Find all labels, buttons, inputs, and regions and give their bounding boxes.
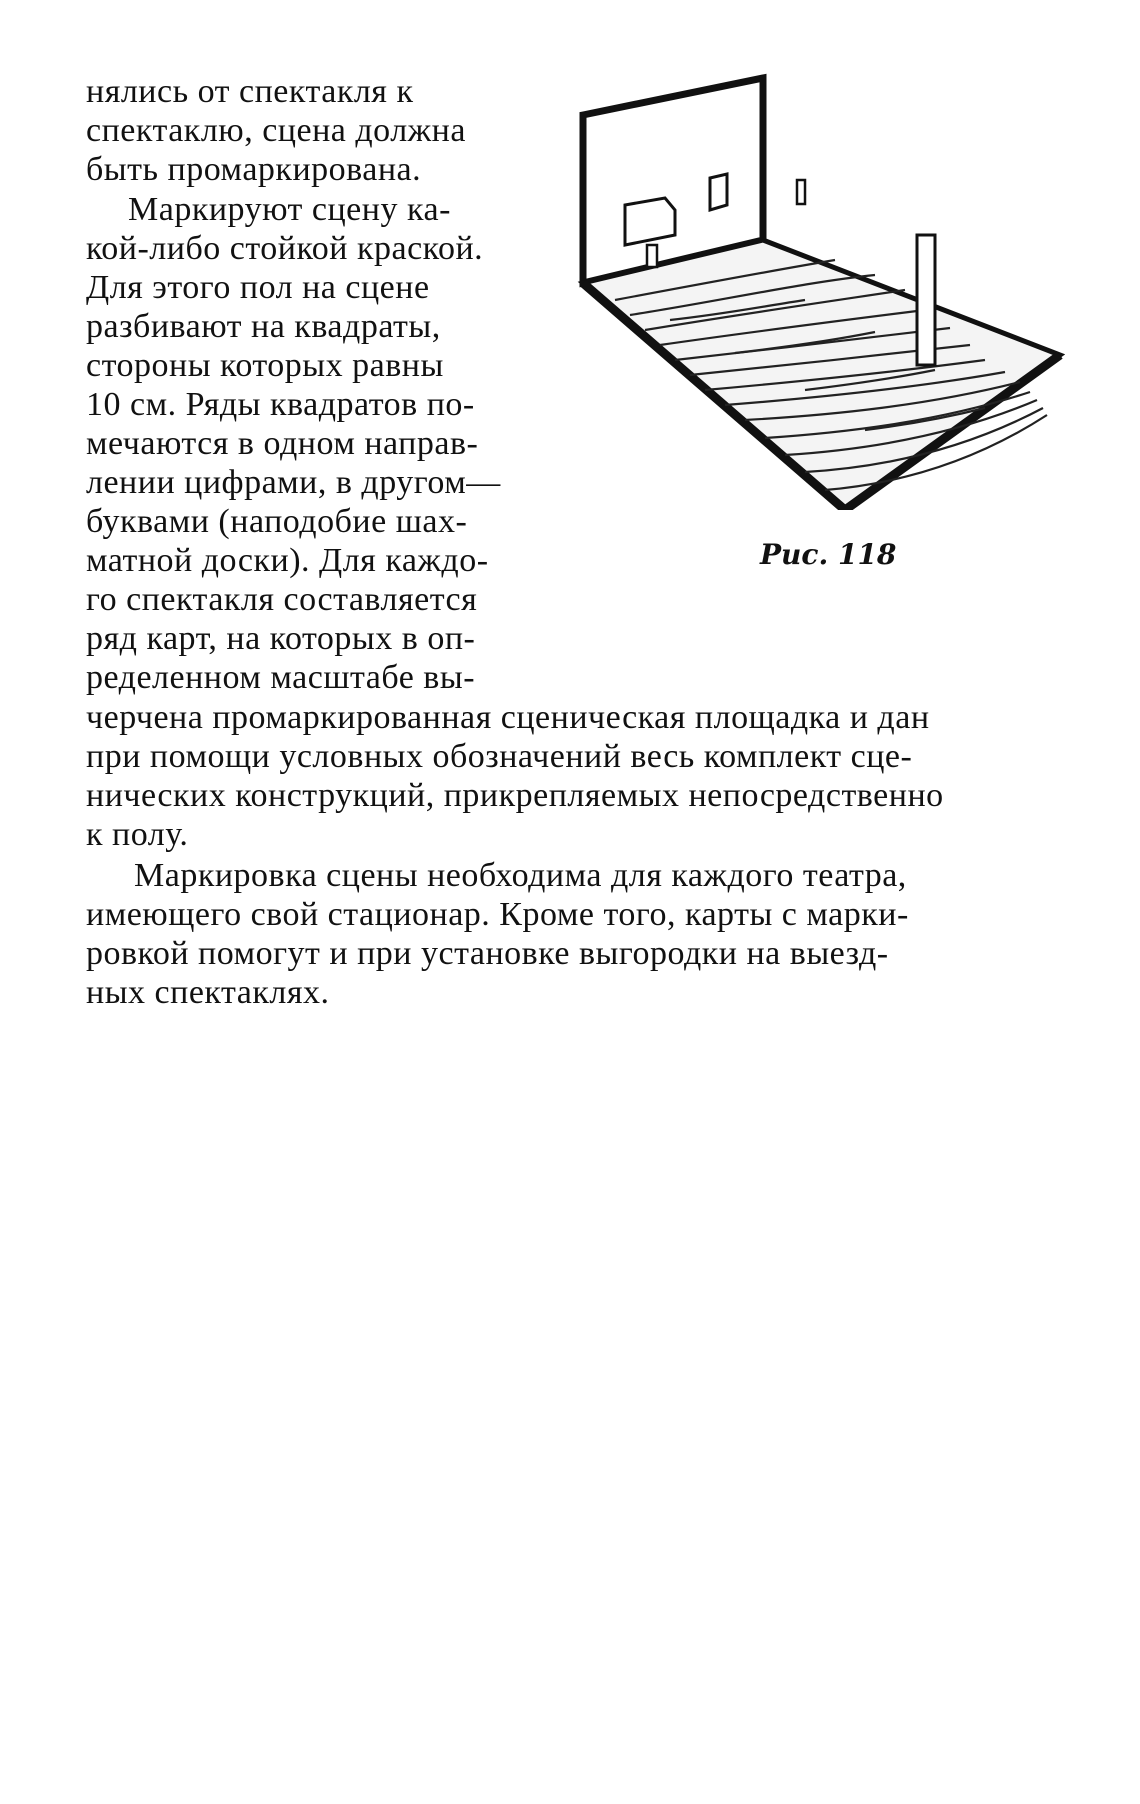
text-line: имеющего свой стационар. Кроме того, карты с марки-	[86, 896, 909, 933]
text-line: нялись от спектакля к	[86, 73, 414, 110]
text-line: к полу.	[86, 816, 189, 853]
text-line: спектаклю, сцена должна	[86, 112, 466, 149]
text-line: лении цифрами, в другом—	[86, 464, 501, 501]
text-line: кой-либо стойкой краской.	[86, 230, 484, 267]
text-line: 10 см. Ряды квадратов по-	[86, 386, 475, 423]
text-line: го спектакля составляется	[86, 581, 478, 618]
text-line: черчена промаркированная сценическая площадка и дан	[86, 699, 930, 736]
text-line: стороны которых равны	[86, 347, 444, 384]
text-line: ровкой помогут и при установке выгородки на выезд-	[86, 935, 889, 972]
text-line: ряд карт, на которых в оп-	[86, 620, 476, 657]
text-line: матной доски). Для каждо-	[86, 542, 489, 579]
stage-floor-illustration	[575, 70, 1065, 510]
text-line: быть промаркирована.	[86, 151, 422, 188]
stage-floor-icon	[575, 70, 1065, 510]
text-line: при помощи условных обозначений весь комплект сце-	[86, 738, 913, 775]
text-line: Для этого пол на сцене	[86, 269, 430, 306]
text-line: ных спектаклях.	[86, 974, 330, 1011]
text-line: Маркируют сцену ка-	[128, 191, 451, 228]
text-line: буквами (наподобие шах-	[86, 503, 468, 540]
text-line: нических конструкций, прикрепляемых непосредственно	[86, 777, 944, 814]
text-line: ределенном масштабе вы-	[86, 659, 476, 696]
figure-caption: Рис. 118	[760, 538, 897, 571]
text-line: разбивают на квадраты,	[86, 308, 441, 345]
text-line: Маркировка сцены необходима для каждого театра,	[134, 857, 907, 894]
text-line: мечаются в одном направ-	[86, 425, 479, 462]
